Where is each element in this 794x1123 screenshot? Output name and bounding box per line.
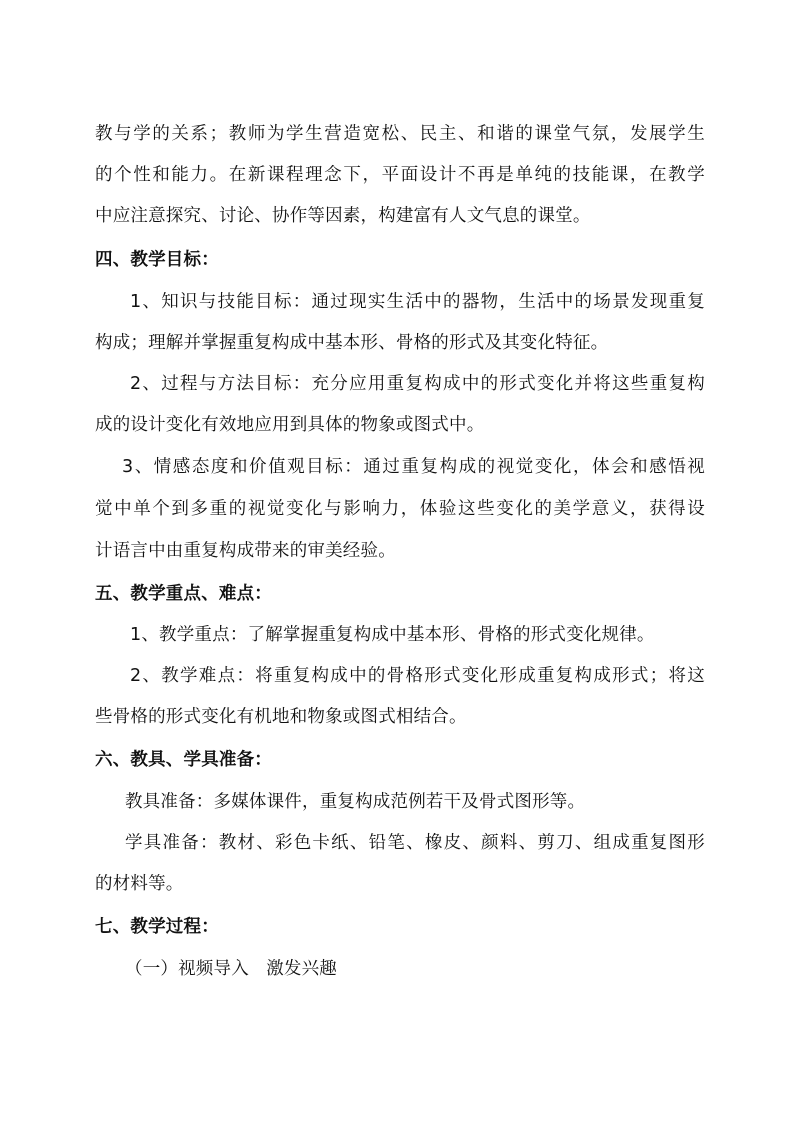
objective-3-line-3: 计语言中由重复构成带来的审美经验。	[95, 541, 396, 561]
section-6-heading: 六、教具、学具准备：	[95, 750, 272, 770]
objective-3-line-1: 3、情感态度和价值观目标：通过重复构成的视觉变化，体会和感悟视	[122, 457, 705, 477]
section-4-heading: 四、教学目标：	[95, 250, 219, 270]
teacher-materials-line: 教具准备：多媒体课件，重复构成范例若干及骨式图形等。	[125, 792, 586, 812]
intro-line-1: 教与学的关系；教师为学生营造宽松、民主、和谐的课堂气氛，发展学生	[95, 124, 705, 144]
section-7-heading: 七、教学过程：	[95, 917, 219, 937]
difficulty-line-1: 2、教学难点：将重复构成中的骨格形式变化形成重复构成形式；将这	[130, 666, 705, 686]
student-materials-line-2: 的材料等。	[95, 874, 184, 894]
objective-2-line-1: 2、过程与方法目标：充分应用重复构成中的形式变化并将这些重复构	[130, 374, 705, 394]
process-step-1: （一）视频导入 激发兴趣	[125, 959, 337, 979]
key-point-line: 1、教学重点：了解掌握重复构成中基本形、骨格的形式变化规律。	[130, 625, 655, 645]
intro-line-2: 的个性和能力。在新课程理念下，平面设计不再是单纯的技能课，在教学	[95, 165, 705, 185]
difficulty-line-2: 些骨格的形式变化有机地和物象或图式相结合。	[95, 707, 467, 727]
objective-1-line-2: 构成；理解并掌握重复构成中基本形、骨格的形式及其变化特征。	[95, 333, 609, 353]
objective-2-line-2: 成的设计变化有效地应用到具体的物象或图式中。	[95, 415, 485, 435]
objective-3-line-2: 觉中单个到多重的视觉变化与影响力，体验这些变化的美学意义，获得设	[95, 499, 705, 519]
student-materials-line-1: 学具准备：教材、彩色卡纸、铅笔、橡皮、颜料、剪刀、组成重复图形	[125, 833, 705, 853]
objective-1-line-1: 1、知识与技能目标：通过现实生活中的器物，生活中的场景发现重复	[130, 292, 705, 312]
section-5-heading: 五、教学重点、难点：	[95, 584, 272, 604]
intro-line-3: 中应注意探究、讨论、协作等因素，构建富有人文气息的课堂。	[95, 206, 591, 226]
